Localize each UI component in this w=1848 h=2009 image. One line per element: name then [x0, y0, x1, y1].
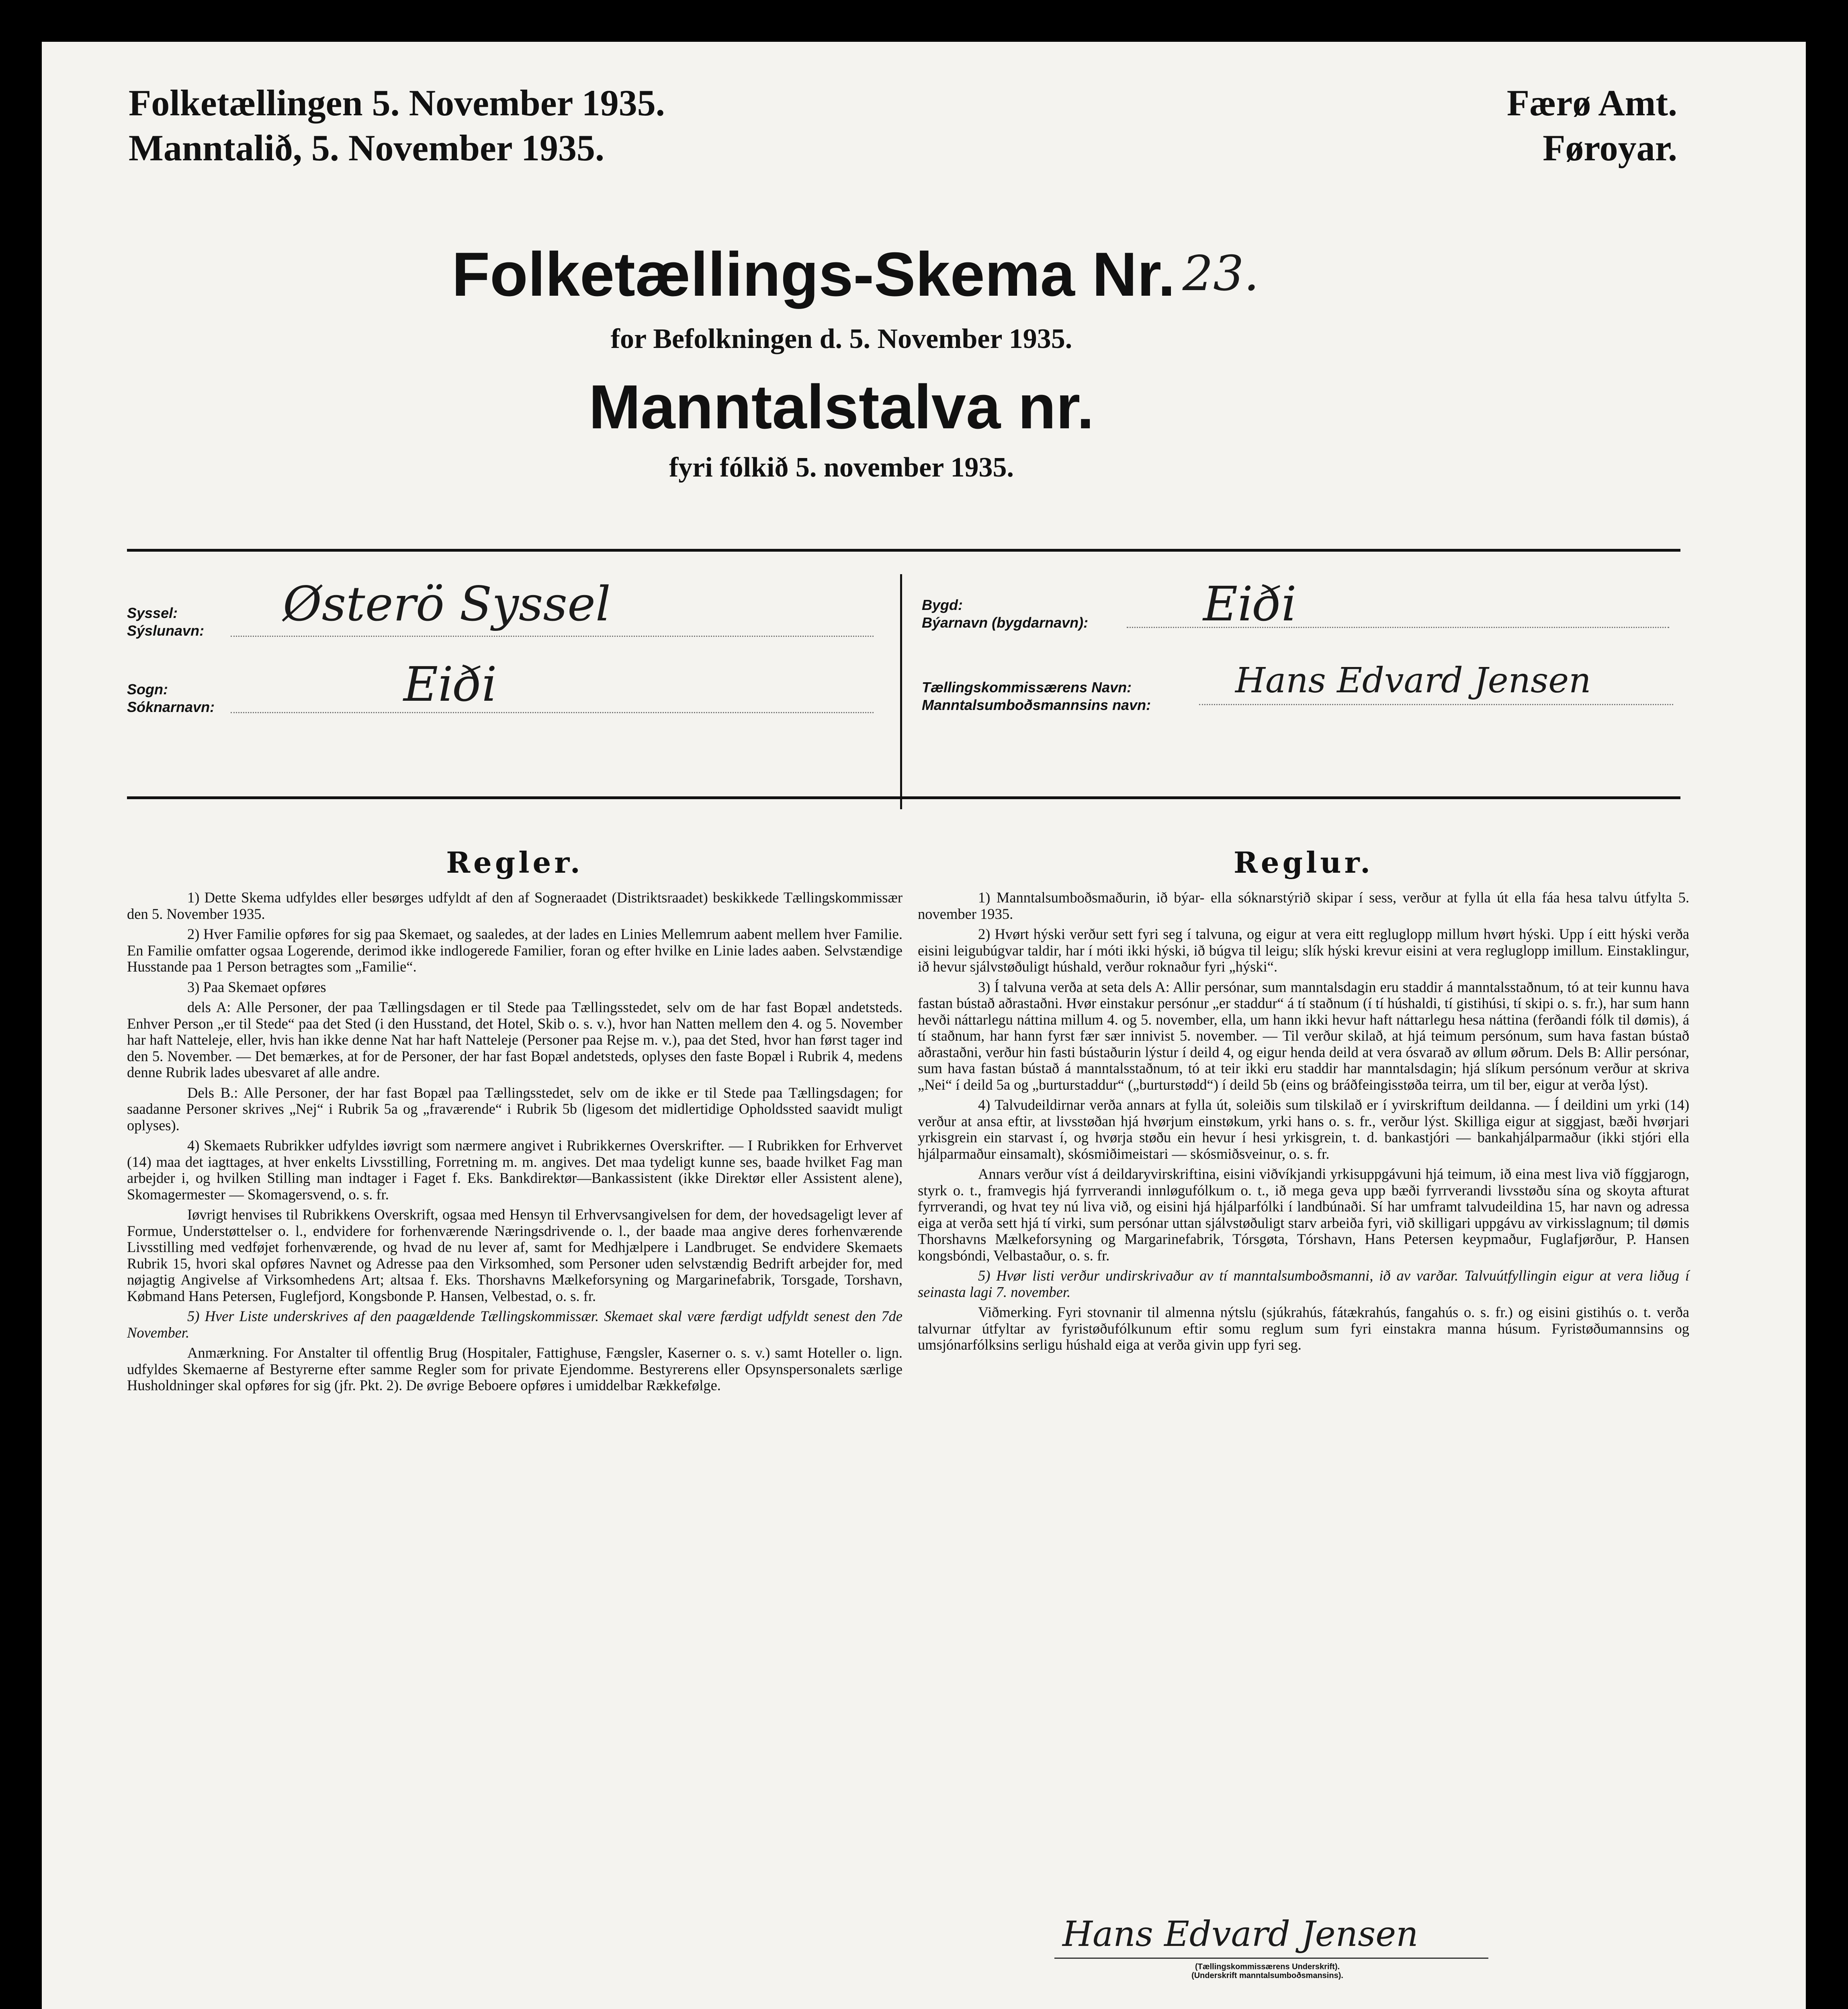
header-right-line1: Færø Amt.: [1506, 82, 1677, 123]
census-form-sheet: [42, 42, 1806, 2009]
reglur-heading: Reglur.: [1233, 845, 1374, 880]
form-title-faroese: Manntalstalva nr.: [589, 372, 1094, 442]
regler-rule-3b: Dels B.: Alle Personer, der har fast Bopæl paa Tællingsstedet, selv om de ikke er til Stede paa Tællingsdagen; for saadanne Personer skrives „Nej“ i Rubrik 5a og „fraværende“ i Rubrik 5b (ligesom det midlertidige Opholdssted saavidt muligt oplyses).: [127, 1084, 903, 1133]
signature[interactable]: Hans Edvard Jensen: [1062, 1914, 1418, 1954]
bygd-value[interactable]: Eiði: [1203, 576, 1297, 632]
regler-note: Anmærkning. For Anstalter til offentlig Brug (Hospitaler, Fattighuse, Fængsler, Kaserner o. s. v.) samt Hoteller o. lign. udfyldes Skemaerne af Bestyrerne efter samme Regler som for private Ejendomme. Bestyrerens eller Opsynspersonalets særlige Husholdninger skal opføres for sig (jfr. Pkt. 2). De øvrige Beboere opføres i umiddelbar Rækkefølge.: [127, 1344, 903, 1393]
sogn-value[interactable]: Eiði: [403, 657, 497, 712]
reglur-rule-2: 2) Hvørt hýski verður sett fyri seg í talvuna, og eigur at vera eitt regluglopp millum hvørt hýski. Upp í eitt hýski verða eisini leigubúgvar taldir, har í móti ikki hýski, ið búgva til leigu; slík hýski krevur eisini at vera regluglopp imillum. Einstaklingur, ið hevur sjálvstøðuligt húshald, verður roknaður fyri „hýski“.: [918, 926, 1689, 975]
regler-rule-3: 3) Paa Skemaet opføres: [187, 978, 326, 995]
reglur-column: [918, 890, 1689, 1357]
regler-rule-1: 1) Dette Skema udfyldes eller besørges udfyldt af den af Sogneraadet (Distriktsraadet) beskikkede Tællingskommissær den 5. November 1935.: [127, 889, 903, 922]
reglur-rule-5: 5) Hvør listi verður undirskrivaður av tí manntalsumboðsmanni, ið av varðar. Talvuútfyllingin eigur at vera liðug í seinasta lagi 7. november.: [918, 1267, 1689, 1300]
header-left-line2: Manntalið, 5. November 1935.: [129, 127, 605, 168]
regler-column: [127, 890, 903, 1398]
syssel-value[interactable]: Østerö Syssel: [283, 576, 611, 632]
form-title: Folketællings-Skema Nr.: [452, 239, 1175, 309]
kommissaer-label: Tællingskommissærens Navn: Manntalsumboðsmannsins navn:: [922, 679, 1151, 713]
regler-rule-4: 4) Skemaets Rubrikker udfyldes iøvrigt som nærmere angivet i Rubrikkernes Overskrifter. — I Rubrikken for Erhvervet (14) maa det iagttages, at hver enkelts Livsstilling, Forretning m. m. angives. Det maa tydeligt kunne ses, baade hvilket Fag man arbejder i, og hvilken Stilling man indtager i Faget f. Eks. Bankdirektør—Bankassistent (ikke Direktør eller Assistent alene), Skomagermester — Skomagersvend, o. s. fr.: [127, 1137, 903, 1203]
bygd-dotline: [1127, 627, 1669, 628]
field-divider: [900, 574, 902, 809]
regler-heading: Regler.: [446, 845, 583, 880]
header-right-line2: Føroyar.: [1543, 127, 1677, 168]
regler-rule-2: 2) Hver Familie opføres for sig paa Skemaet, og saaledes, at der lades en Linies Mellemrum aabent mellem hver Familie. En Familie omfatter ogsaa Logerende, derimod ikke indlogerede Familier, foran og efter hvilke en Linie lades aaben. Selvstændige Husstande paa 1 Person betragtes som „Familie“.: [127, 926, 903, 975]
title-block: [42, 239, 1669, 310]
sogn-label: Sogn: Sóknarnavn:: [127, 681, 215, 715]
reglur-note: Viðmerking. Fyri stovnanir til almenna nýtslu (sjúkrahús, fátækrahús, fangahús o. s. fr.) og eisini gistihús o. t. verða talvurnar útfyltar av fyristøðufólkunum eftir somu reglum sum fyri einstakra manna húsum. Fyristøðumannsins og umsjónarfólksins serligu húshald eiga at verða givin upp fyri seg.: [918, 1304, 1689, 1353]
reglur-rule-3: 3) Í talvuna verða at seta dels A: Allir persónar, sum manntalsdagin eru staddir á manntalsstaðnum, tó at teir kunnu hava fastan bústað aðrastaðni. Hvør einstakur persónur „er staddur“ á tí staðnum (í tí húshaldi, tí gistihúsi, tí skipi o. s. fr.), har sum hann hevði náttarlegu náttina millum 4. og 5. november, ella, um hann ikki hevur haft náttarlegu hesa náttina (ferðandi fólk til dømis), á tí staðnum, har hann fyrst fær sær innivist 5. november. — Til verður skilað, at hjá teimum persónum, sum hava fastan bústað aðrastaðni, verður hin fasti bústaðurin lýstur í deild 4, og eigur henda deild at vera ósvarað av øllum øðrum. Dels B: Allir persónar, sum hava fastan bústað á manntalsstaðnum, tó at teir ikki eru staddir har manntalsdagin; hjá slíkum persónum verður at skriva „Nei“ í deild 5a og „burturstaddur“ („burturstødd“) í deild 5b (eins og bráðfeingisstøða teirra, um til ber, eigur at verða lýst).: [918, 978, 1689, 1093]
bygd-label: Bygd: Býarnavn (bygdarnavn):: [922, 597, 1089, 631]
kommissaer-value[interactable]: Hans Edvard Jensen: [1235, 661, 1591, 701]
regler-rule-3a: dels A: Alle Personer, der paa Tællingsdagen er til Stede paa Tællingsstedet, selv om de har fast Bopæl andetsteds. Enhver Person „er til Stede“ paa det Sted (i den Husstand, det Hotel, Skib o. s. v.), hvor han Natten mellem den 4. og 5. November har haft Natteleje, eller, hvis han ikke denne Nat har haft Natteleje (Personer paa Rejse m. v.), paa det Sted, hvor han først tager ind den 5. November. — Det bemærkes, at for de Personer, der har fast Bopæl andetsteds, oplyses den faste Bopæl i Rubrik 4, medens denne Rubrik lades ubesvaret af alle andre.: [127, 999, 903, 1080]
sogn-dotline: [231, 712, 874, 713]
rule-bottom: [127, 796, 1680, 799]
reglur-rule-4b: Annars verður víst á deildaryvirskriftina, eisini viðvíkjandi yrkisuppgávuni hjá teimum, ið eina mest liva við fíggjarogn, styrk o. t., framvegis hjá fyrrverandi innløgufólkum o. t., ið mega geva upp bæði fyrrverandi livsstøðu sína og skoyta afturat fyrrverandi, og hvat tey nú liva við, og eisini hjá hjálparfólki í landbúnaði. Sí har umframt talvudeildina 15, har navn og adressa eiga at verða sett hjá tí virki, sum persónar uttan sjálvstøðuligt starv arbeiða fyri, við skilligari uppgávu av virkisslagnum; til dømis Thorshavns Mælkeforsyning og Margarinefabrik, Tórsgøta, Tórshavn, Hans Petersen keypmaður, Fuglafjørður, P. Hansen kongsbóndi, Velbastaður, o. s. fr.: [918, 1166, 1689, 1264]
rule-top: [127, 549, 1680, 552]
header-left: [129, 80, 665, 170]
form-number: 23.: [1182, 246, 1259, 302]
regler-rule-4b: Iøvrigt henvises til Rubrikkens Overskrift, ogsaa med Hensyn til Erhvervsangivelsen for dem, der hovedsageligt lever af Formue, Understøttelser o. l., endvidere for forhenværende Næringsdrivende o. l., der baade maa angive deres forhenværende Livsstilling med vedføjet forhenværende, og hvad de nu lever af, samt for Medhjælpere i Landbruget. Se endvidere Skemaets Rubrik 15, hvori skal opføres Navnet og Adresse paa den Virksomhed, som Personer uden selvstændig Bedrift arbejder for, med nøjagtig Angivelse af Virksomhedens Art; altsaa f. Eks. Thorshavns Mælkeforsyning og Margarinefabrik, Torsgade, Torshavn, Købmand Hans Petersen, Fuglefjord, Kongsbonde P. Hansen, Velbestad, o. s. fr.: [127, 1206, 903, 1304]
form-subtitle-danish: for Befolkningen d. 5. November 1935.: [610, 323, 1072, 354]
syssel-label: Syssel: Sýslunavn:: [127, 605, 205, 639]
reglur-rule-4: 4) Talvudeildirnar verða annars at fylla út, soleiðis sum tilskilað er í yvirskriftum deildanna. — Í deildini um yrki (14) verður at ansa eftir, at livsstøðan hjá hvørjum einstøkum, yrki hans o. s. fr., verður lýst. Skilliga eigur at siggjast, bæði hvørjari yrkisgrein ein starvast í, og hvørja støðu ein hevur í hesi yrkisgrein, t. d. bankastjóri — bankahjálparmaður (ikki stjóri ella hjálparmaður einsamalt), skósmiðimeistari — skósmiðsveinur, o. s. fr.: [918, 1097, 1689, 1162]
regler-rule-5: 5) Hver Liste underskrives af den paagældende Tællingskommissær. Skemaet skal være færdigt udfyldt senest den 7de November.: [127, 1308, 903, 1341]
kommissaer-dotline: [1199, 704, 1673, 705]
signature-caption: (Tællingskommissærens Underskrift). (Underskrift manntalsumboðsmansins).: [1191, 1962, 1343, 1980]
signature-line: [1054, 1958, 1488, 1959]
header-right: [1507, 80, 1677, 170]
form-subtitle-faroese: fyri fólkið 5. november 1935.: [669, 452, 1014, 483]
reglur-rule-1: 1) Manntalsumboðsmaðurin, ið býar- ella sóknarstýrið skipar í sess, verður at fylla út ella fáa hesa talvu útfylta 5. november 1935.: [918, 889, 1689, 922]
header-left-line1: Folketællingen 5. November 1935.: [129, 82, 665, 123]
syssel-dotline: [231, 636, 874, 637]
